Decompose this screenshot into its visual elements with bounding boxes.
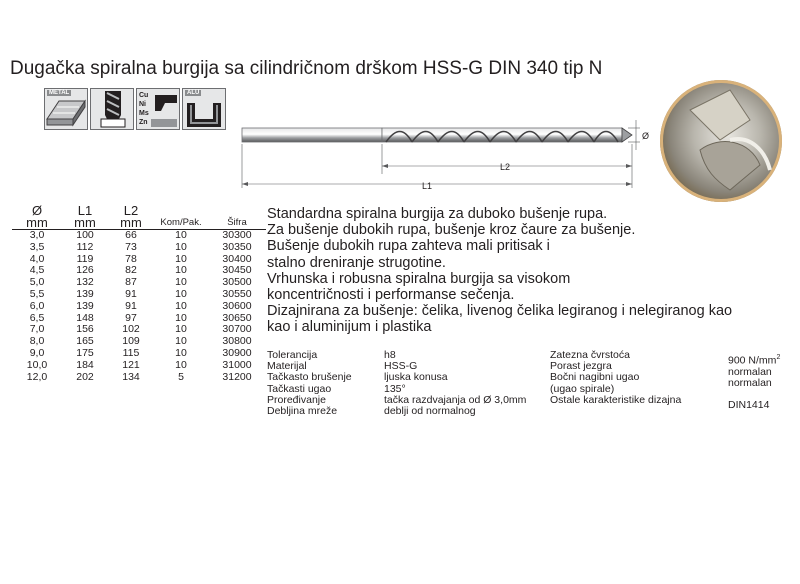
table-cell: 112: [76, 240, 94, 253]
prop-label: Ostale karakteristike dizajna: [550, 393, 682, 406]
prop-value: ljuska konusa: [384, 371, 448, 384]
table-cell: 30500: [222, 276, 252, 289]
prop-value: normalan: [728, 365, 772, 378]
table-cell: 165: [76, 335, 94, 348]
table-cell: 10: [175, 264, 187, 277]
col-l1: L1 mm: [62, 205, 108, 230]
table-row: [12, 301, 266, 313]
table-cell: 4,5: [29, 264, 45, 277]
table-cell: 30350: [222, 240, 252, 253]
aluminium-icon-label: ALU: [187, 90, 200, 96]
table-cell: 12,0: [26, 370, 48, 383]
material-ms: Ms: [139, 110, 149, 117]
table-cell: 91: [125, 287, 137, 300]
table-cell: 10: [175, 311, 187, 324]
drill-shank-icon: [90, 88, 134, 130]
prop-label: Proređivanje: [267, 393, 326, 406]
prop-value: tačka razdvajanja od Ø 3,0mm: [384, 393, 527, 406]
description-line: kao i aluminijum i plastika: [267, 319, 432, 336]
description-line: stalno dreniranje strugotine.: [267, 254, 446, 271]
table-row: [12, 348, 266, 360]
prop-value: DIN1414: [728, 398, 770, 411]
table-cell: 78: [125, 252, 137, 265]
properties-right-labels: [550, 350, 681, 406]
table-cell: 10: [175, 252, 187, 265]
table-cell: 91: [125, 299, 137, 312]
prop-label: (ugao spirale): [550, 382, 615, 395]
drill-drawing: [236, 112, 648, 197]
table-cell: 10: [175, 276, 187, 289]
prop-value: HSS-G: [384, 360, 418, 373]
table-cell: 31200: [222, 370, 252, 383]
prop-label: Zatezna čvrstoća: [550, 349, 630, 361]
spec-table-header: [12, 205, 266, 230]
prop-value: deblji od normalnog: [384, 405, 476, 418]
col-pieces-per-pack: Kom/Pak.: [154, 205, 208, 230]
table-cell: 10,0: [26, 358, 48, 371]
aluminium-icon: [182, 88, 226, 130]
prop-label: Bočni nagibni ugao: [550, 371, 640, 384]
prop-label: Tačkasti ugao: [267, 382, 332, 395]
table-cell: 10: [175, 229, 187, 241]
page-title: Dugačka spiralna burgija sa cilindričnom drškom HSS-G DIN 340 tip N: [10, 58, 603, 79]
table-cell: 10: [175, 299, 187, 312]
col-code: Šifra: [208, 205, 266, 230]
table-cell: 10: [175, 335, 187, 348]
properties-left-values: [384, 350, 526, 417]
table-cell: 10: [175, 240, 187, 253]
table-cell: 8,0: [29, 335, 45, 348]
table-cell: 30600: [222, 299, 252, 312]
table-cell: 30450: [222, 264, 252, 277]
table-cell: 3,0: [29, 229, 45, 241]
table-cell: 6,0: [29, 299, 45, 312]
description-line: Vrhunska i robusna spiralna burgija sa visokom: [267, 270, 571, 287]
table-cell: 5,0: [29, 276, 45, 289]
prop-label: Tolerancija: [267, 349, 318, 361]
spec-table: [12, 205, 266, 383]
drill-tip-photo: [660, 80, 782, 202]
table-cell: 82: [125, 264, 137, 277]
material-zn: Zn: [139, 119, 148, 126]
table-cell: 10: [175, 323, 187, 336]
table-cell: 73: [125, 240, 137, 253]
table-cell: 102: [122, 323, 140, 336]
table-cell: 30300: [222, 229, 252, 241]
col-l2: L2 mm: [108, 205, 154, 230]
table-cell: 7,0: [29, 323, 45, 336]
table-cell: 10: [175, 346, 187, 359]
table-cell: 30700: [222, 323, 252, 336]
table-cell: 121: [122, 358, 140, 371]
table-cell: 184: [76, 358, 94, 371]
material-cu: Cu: [139, 92, 149, 99]
table-cell: 30800: [222, 335, 252, 348]
table-cell: 5: [178, 370, 184, 383]
table-cell: 5,5: [29, 287, 45, 300]
table-cell: 115: [122, 346, 140, 359]
table-row: [12, 360, 266, 372]
non-ferrous-materials-icon: [136, 88, 180, 130]
prop-label: Debljina mreže: [267, 405, 338, 418]
prop-label: Porast jezgra: [550, 360, 612, 373]
description-line: Standardna spiralna burgija za duboko bušenje rupa.: [267, 206, 608, 222]
table-cell: 10: [175, 287, 187, 300]
diameter-label: Ø: [642, 131, 650, 141]
table-cell: 97: [125, 311, 137, 324]
description-line: Za bušenje dubokih rupa, bušenje kroz čaure za bušenje.: [267, 222, 636, 239]
prop-value-tensile: 900 $N/mm^2$: [728, 354, 781, 367]
table-cell: 119: [76, 252, 94, 265]
col-diameter: Ø mm: [12, 205, 62, 230]
description-line: Dizajnirana za bušenje: čelika, livenog čelika legiranog i nelegiranog kao: [267, 303, 733, 320]
description: [267, 206, 787, 336]
table-cell: 87: [125, 276, 137, 289]
table-cell: 31000: [222, 358, 252, 371]
table-cell: 30400: [222, 252, 252, 265]
table-cell: 134: [122, 370, 140, 383]
metal-icon: [44, 88, 88, 130]
table-cell: 100: [76, 229, 94, 241]
table-cell: 10: [175, 358, 187, 371]
prop-label: Tačkasto brušenje: [267, 371, 352, 384]
table-cell: 132: [76, 276, 94, 289]
table-cell: 126: [76, 264, 94, 277]
metal-icon-label: METAL: [49, 90, 70, 96]
table-cell: 202: [76, 370, 94, 383]
table-row: [12, 230, 266, 242]
description-line: Bušenje dubokih rupa zahteva mali pritisak i: [267, 238, 550, 255]
table-row: [12, 372, 266, 384]
table-cell: 139: [76, 299, 94, 312]
l1-label: L1: [422, 181, 433, 191]
l2-label: L2: [500, 162, 511, 172]
description-line: koncentričnosti i performanse sečenja.: [267, 287, 515, 304]
prop-value: 135°: [384, 382, 406, 395]
table-row: [12, 242, 266, 254]
table-cell: 156: [76, 323, 94, 336]
table-cell: 30550: [222, 287, 252, 300]
table-cell: 9,0: [29, 346, 45, 359]
table-cell: 109: [122, 335, 140, 348]
prop-value: h8: [384, 349, 396, 361]
table-cell: 66: [125, 229, 137, 241]
properties-right-values: [728, 352, 780, 411]
prop-label: Materijal: [267, 360, 307, 373]
prop-value: normalan: [728, 376, 772, 389]
table-cell: 139: [76, 287, 94, 300]
material-ni: Ni: [139, 101, 146, 108]
table-cell: 30650: [222, 311, 252, 324]
table-cell: 175: [76, 346, 94, 359]
table-cell: 148: [76, 311, 94, 324]
properties-left-labels: [267, 350, 352, 417]
table-cell: 6,5: [29, 311, 45, 324]
table-row: [12, 289, 266, 301]
table-cell: 30900: [222, 346, 252, 359]
table-cell: 3,5: [29, 240, 45, 253]
table-cell: 4,0: [29, 252, 45, 265]
